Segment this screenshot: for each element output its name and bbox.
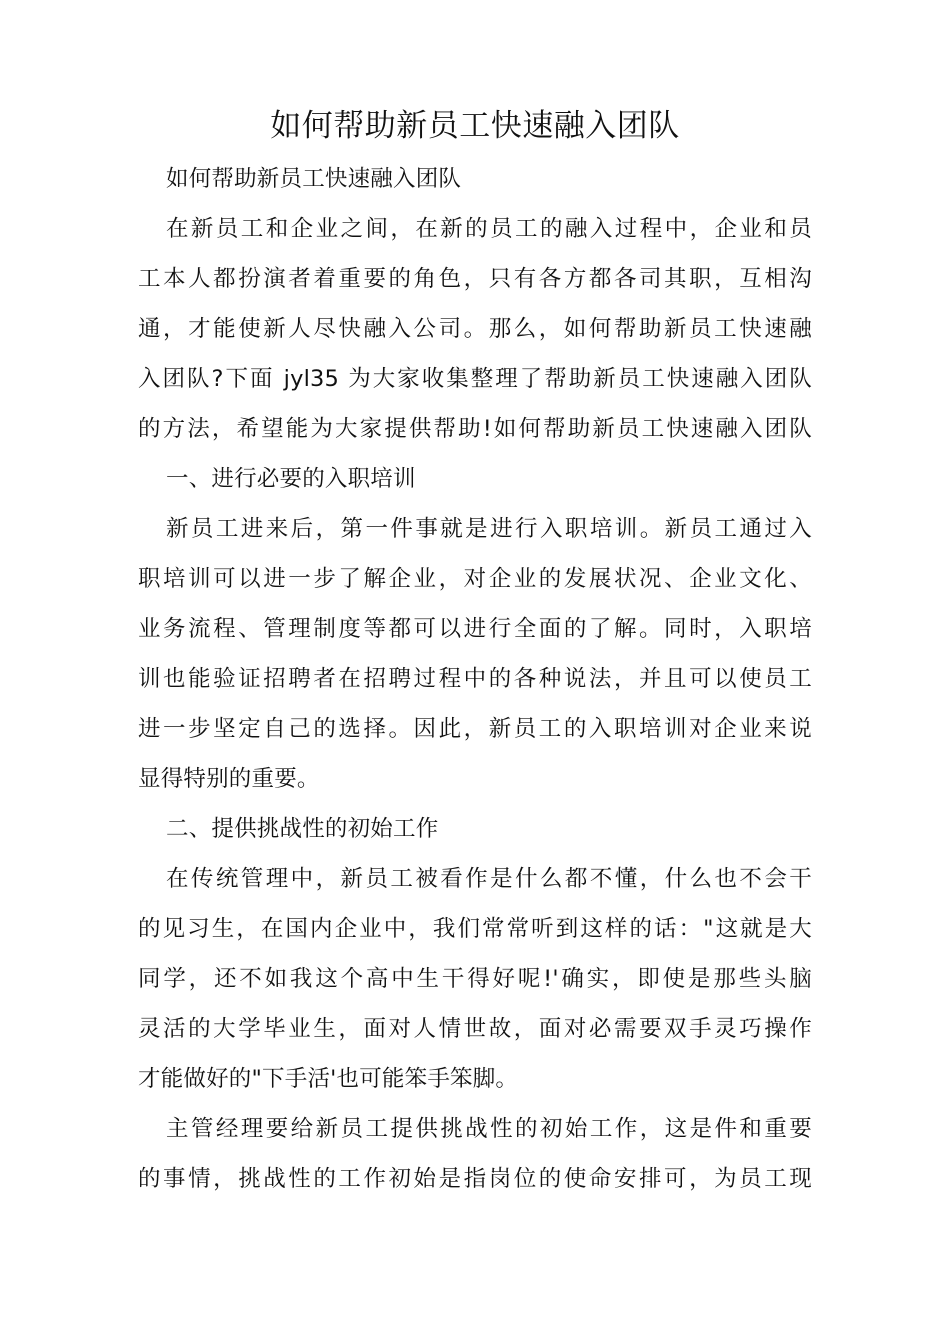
document-title: 如何帮助新员工快速融入团队 [270, 108, 680, 144]
text-line: 入团队?下面 jyl35 为大家收集整理了帮助新员工快速融入团队 [138, 366, 812, 392]
section-heading: 二、提供挑战性的初始工作 [166, 816, 439, 842]
section-heading: 一、进行必要的入职培训 [166, 466, 416, 492]
text-line: 训也能验证招聘者在招聘过程中的各种说法，并且可以使员工 [138, 666, 812, 692]
text-line: 职培训可以进一步了解企业，对企业的发展状况、企业文化、 [138, 566, 812, 592]
text-line: 灵活的大学毕业生，面对人情世故，面对必需要双手灵巧操作 [138, 1016, 812, 1042]
text-line: 才能做好的"下手活'也可能笨手笨脚。 [138, 1066, 519, 1092]
text-line: 新员工进来后，第一件事就是进行入职培训。新员工通过入 [166, 516, 812, 542]
text-line: 在传统管理中，新员工被看作是什么都不懂，什么也不会干 [166, 866, 812, 892]
document-body [138, 154, 812, 1204]
text-line: 的方法，希望能为大家提供帮助!如何帮助新员工快速融入团队 [138, 416, 812, 442]
text-line: 通，才能使新人尽快融入公司。那么，如何帮助新员工快速融 [138, 316, 812, 342]
text-line: 工本人都扮演者着重要的角色，只有各方都各司其职，互相沟 [138, 266, 812, 292]
text-line: 的事情，挑战性的工作初始是指岗位的使命安排可，为员工现 [138, 1166, 812, 1192]
text-line: 显得特别的重要。 [138, 766, 320, 792]
text-line: 主管经理要给新员工提供挑战性的初始工作，这是件和重要 [166, 1116, 812, 1142]
text-line: 进一步坚定自己的选择。因此，新员工的入职培训对企业来说 [138, 716, 812, 742]
text-line: 业务流程、管理制度等都可以进行全面的了解。同时，入职培 [138, 616, 812, 642]
text-line: 在新员工和企业之间，在新的员工的融入过程中，企业和员 [166, 216, 812, 242]
text-line: 同学，还不如我这个高中生干得好呢!'确实，即使是那些头脑 [138, 966, 812, 992]
text-line: 如何帮助新员工快速融入团队 [166, 166, 462, 192]
text-line: 的见习生，在国内企业中，我们常常听到这样的话："这就是大 [138, 916, 812, 942]
